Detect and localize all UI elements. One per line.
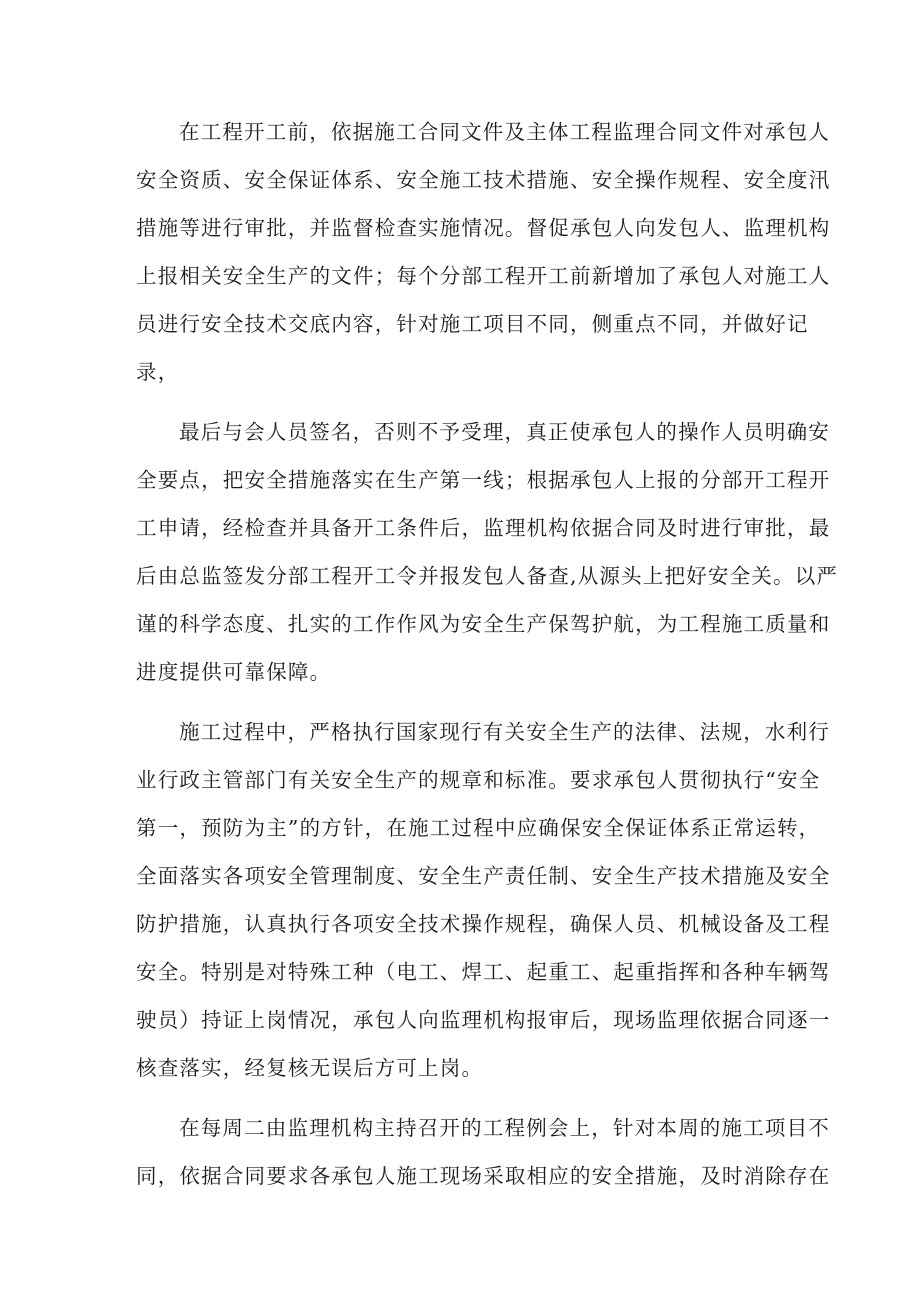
paragraph-line: 在工程开工前，依据施工合同文件及主体工程监理合同文件对承包人 bbox=[179, 120, 830, 144]
paragraph-line: 施工过程中，严格执行国家现行有关安全生产的法律、法规，水利行 bbox=[179, 720, 830, 744]
paragraph-line: 措施等进行审批，并监督检查实施情况。督促承包人向发包人、监理机构 bbox=[136, 216, 831, 240]
paragraph-line: 核查落实，经复核无误后方可上岗。 bbox=[136, 1056, 484, 1080]
paragraph-line: 全面落实各项安全管理制度、安全生产责任制、安全生产技术措施及安全 bbox=[136, 864, 831, 888]
paragraph-construction-process bbox=[136, 708, 831, 1092]
paragraph-line: 防护措施，认真执行各项安全技术操作规程，确保人员、机械设备及工程 bbox=[136, 912, 831, 936]
paragraph-pre-construction-review bbox=[136, 108, 831, 396]
paragraph-line: 同，依据合同要求各承包人施工现场采取相应的安全措施，及时消除存在 bbox=[136, 1164, 831, 1188]
paragraph-line: 谨的科学态度、扎实的工作作风为安全生产保驾护航，为工程施工质量和 bbox=[136, 612, 831, 636]
paragraph-line: 进度提供可靠保障。 bbox=[136, 660, 332, 684]
paragraph-line: 在每周二由监理机构主持召开的工程例会上，针对本周的施工项目不 bbox=[179, 1116, 830, 1140]
paragraph-line: 后由总监签发分部工程开工令并报发包人备查,从源头上把好安全关。以严 bbox=[136, 564, 839, 588]
paragraph-line: 驶员）持证上岗情况，承包人向监理机构报审后，现场监理依据合同逐一 bbox=[136, 1008, 831, 1032]
paragraph-weekly-meeting bbox=[136, 1104, 831, 1200]
paragraph-line: 上报相关安全生产的文件；每个分部工程开工前新增加了承包人对施工人 bbox=[136, 264, 831, 288]
paragraph-line: 安全。特别是对特殊工种（电工、焊工、起重工、起重指挥和各种车辆驾 bbox=[136, 960, 831, 984]
paragraph-line: 安全资质、安全保证体系、安全施工技术措施、安全操作规程、安全度汛 bbox=[136, 168, 831, 192]
paragraph-line: 最后与会人员签名，否则不予受理，真正使承包人的操作人员明确安 bbox=[179, 420, 830, 444]
paragraph-line: 第一，预防为主”的方针，在施工过程中应确保安全保证体系正常运转， bbox=[136, 816, 821, 840]
paragraph-signature-approval bbox=[136, 408, 839, 696]
paragraph-line: 业行政主管部门有关安全生产的规章和标准。要求承包人贯彻执行“安全 bbox=[136, 768, 821, 792]
document-page bbox=[136, 108, 839, 1200]
paragraph-line: 全要点，把安全措施落实在生产第一线；根据承包人上报的分部开工程开 bbox=[136, 468, 831, 492]
paragraph-line: 录， bbox=[136, 360, 180, 384]
paragraph-line: 工申请，经检查并具备开工条件后，监理机构依据合同及时进行审批，最 bbox=[136, 516, 831, 540]
paragraph-line: 员进行安全技术交底内容，针对施工项目不同，侧重点不同，并做好记 bbox=[136, 312, 809, 336]
